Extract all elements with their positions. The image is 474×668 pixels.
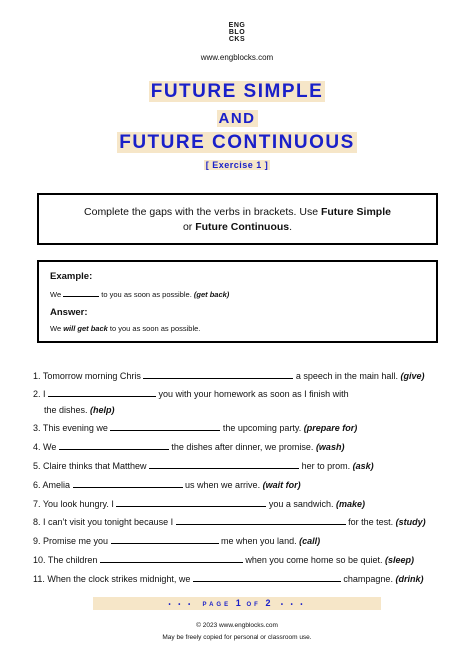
footer-copyright: © 2023 www.engblocks.com — [196, 622, 278, 629]
question-item: 8. I can’t visit you tonight because I for the test. (study) — [33, 517, 426, 527]
answer-blank[interactable] — [110, 422, 220, 431]
title-line-1: FUTURE SIMPLE — [150, 81, 324, 102]
instructions-box — [37, 193, 438, 245]
question-item: 6. Amelia us when we arrive. (wait for) — [33, 480, 301, 490]
title-line-3: FUTURE CONTINUOUS — [119, 132, 355, 153]
answer-blank[interactable] — [48, 388, 156, 397]
example-sentence: We to you as soon as possible. (get back) — [50, 290, 230, 299]
instructions-bold: Future Simple — [320, 206, 391, 218]
answer-blank[interactable] — [149, 460, 299, 469]
question-item: 10. The children when you come home so be quiet. (sleep) — [33, 555, 414, 565]
instructions-text: or — [182, 221, 196, 233]
question-item: 7. You look hungry. I you a sandwich. (make) — [33, 499, 365, 509]
title-line-2: AND — [218, 110, 256, 127]
question-item: 2. I you with your homework as soon as I finish with the dishes. (help) — [33, 389, 349, 415]
answer-blank[interactable] — [193, 573, 341, 582]
instructions-text: Complete the gaps with the verbs in brackets. Use — [84, 206, 321, 218]
answer-blank[interactable] — [73, 479, 183, 488]
question-item: 4. We the dishes after dinner, we promise. (wash) — [33, 442, 345, 452]
logo-line: ENG — [228, 22, 246, 29]
answer-blank[interactable] — [100, 554, 243, 563]
answer-blank[interactable] — [59, 441, 169, 450]
answer-blank[interactable] — [143, 370, 293, 379]
site-url[interactable]: www.engblocks.com — [200, 53, 274, 62]
exercise-label: [ Exercise 1 ] — [205, 160, 269, 170]
example-box — [37, 260, 438, 343]
logo-line: BLO — [228, 29, 246, 36]
answer-blank[interactable] — [116, 498, 266, 507]
answer-blank[interactable] — [111, 535, 219, 544]
logo-line: CKS — [228, 36, 246, 43]
footer-note: May be freely copied for personal or classroom use. — [162, 634, 312, 641]
instructions-bold: Future Continuous — [195, 221, 290, 233]
page-indicator: • • • PAGE 1 OF 2 • • • — [93, 597, 381, 610]
instructions-text: . — [289, 221, 293, 233]
answer-blank[interactable] — [176, 516, 346, 525]
question-item: 5. Claire thinks that Matthew her to prom. (ask) — [33, 461, 374, 471]
question-item: 11. When the clock strikes midnight, we champagne. (drink) — [33, 574, 424, 584]
question-item: 3. This evening we the upcoming party. (prepare for) — [33, 423, 358, 433]
question-item: 1. Tomorrow morning Chris a speech in the main hall. (give) — [33, 371, 425, 381]
answer-label: Answer: — [50, 307, 88, 318]
example-blank — [63, 288, 99, 297]
question-item: 9. Promise me you me when you land. (call) — [33, 536, 321, 546]
answer-sentence: We will get back to you as soon as possible. — [50, 324, 201, 333]
engblocks-logo — [226, 22, 248, 43]
example-label: Example: — [50, 271, 93, 282]
